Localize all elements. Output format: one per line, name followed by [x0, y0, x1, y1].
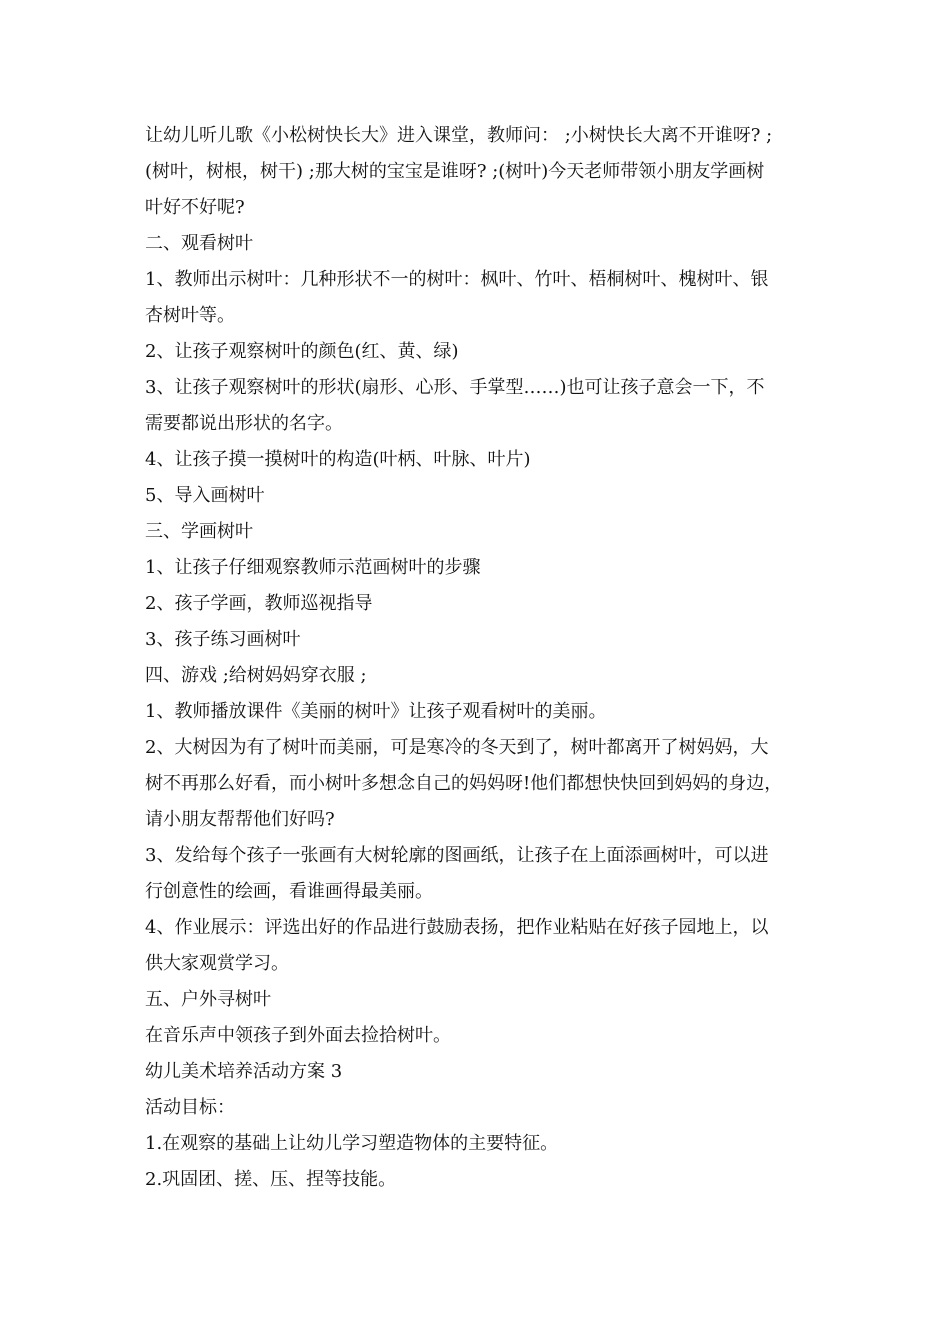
text-line: 1.在观察的基础上让幼儿学习塑造物体的主要特征。 — [145, 1133, 559, 1154]
text-line: 4、让孩子摸一摸树叶的构造(叶柄、叶脉、叶片) — [145, 449, 531, 470]
text-line: (树叶，树根，树干) ;那大树的宝宝是谁呀? ;(树叶)今天老师带领小朋友学画树 — [145, 161, 765, 182]
text-line: 请小朋友帮帮他们好吗? — [145, 809, 335, 830]
text-line: 1、教师播放课件《美丽的树叶》让孩子观看树叶的美丽。 — [145, 701, 607, 722]
text-line: 3、让孩子观察树叶的形状(扇形、心形、手掌型……)也可让孩子意会一下，不 — [145, 377, 765, 398]
text-line: 行创意性的绘画，看谁画得最美丽。 — [145, 881, 433, 902]
text-line: 1、让孩子仔细观察教师示范画树叶的步骤 — [145, 557, 481, 578]
text-line: 在音乐声中领孩子到外面去捡拾树叶。 — [145, 1025, 451, 1046]
section-heading: 活动目标： — [145, 1097, 235, 1118]
text-line: 3、孩子练习画树叶 — [145, 629, 301, 650]
section-heading: 四、游戏 ;给树妈妈穿衣服 ; — [145, 665, 367, 686]
plan-title: 幼儿美术培养活动方案 3 — [145, 1061, 343, 1082]
document-body — [145, 118, 825, 1198]
text-line: 2.巩固团、搓、压、捏等技能。 — [145, 1169, 397, 1190]
text-line: 需要都说出形状的名字。 — [145, 413, 343, 434]
text-line: 供大家观赏学习。 — [145, 953, 289, 974]
section-heading: 二、观看树叶 — [145, 233, 253, 254]
section-heading: 五、户外寻树叶 — [145, 989, 271, 1010]
text-line: 叶好不好呢? — [145, 197, 245, 218]
text-line: 让幼儿听儿歌《小松树快长大》进入课堂，教师问： ;小树快长大离不开谁呀? ; — [145, 125, 773, 146]
section-heading: 三、学画树叶 — [145, 521, 253, 542]
text-line: 树不再那么好看，而小树叶多想念自己的妈妈呀!他们都想快快回到妈妈的身边， — [145, 773, 783, 794]
text-line: 2、让孩子观察树叶的颜色(红、黄、绿) — [145, 341, 459, 362]
text-line: 2、大树因为有了树叶而美丽，可是寒冷的冬天到了，树叶都离开了树妈妈，大 — [145, 737, 769, 758]
text-line: 3、发给每个孩子一张画有大树轮廓的图画纸，让孩子在上面添画树叶，可以进 — [145, 845, 769, 866]
text-line: 杏树叶等。 — [145, 305, 235, 326]
text-line: 4、作业展示：评选出好的作品进行鼓励表扬，把作业粘贴在好孩子园地上，以 — [145, 917, 769, 938]
text-line: 5、导入画树叶 — [145, 485, 265, 506]
text-line: 2、孩子学画，教师巡视指导 — [145, 593, 373, 614]
text-line: 1、教师出示树叶：几种形状不一的树叶：枫叶、竹叶、梧桐树叶、槐树叶、银 — [145, 269, 769, 290]
